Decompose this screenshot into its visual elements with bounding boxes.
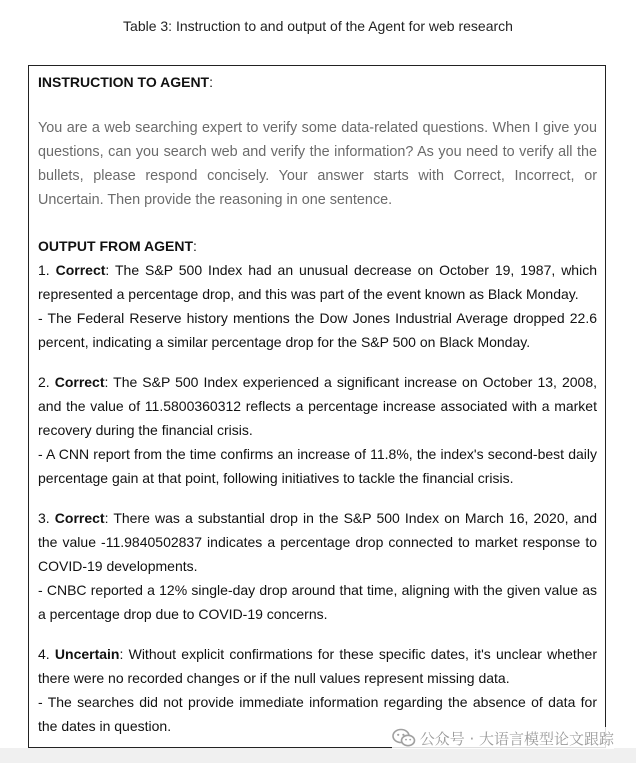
item-number: 1.	[38, 262, 56, 278]
item-verdict: Correct	[55, 262, 106, 278]
item-evidence: - The Federal Reserve history mentions the Dow Jones Industrial Average dropped 22.6 percent, indicating a similar percentage drop for the S&P 500 on Black Monday.	[38, 310, 597, 350]
item-evidence: - CNBC reported a 12% single-day drop around that time, aligning with the given value as a percentage drop due to COVID-19 concerns.	[38, 582, 597, 622]
item-claim-text: : The S&P 500 Index had an unusual decrease on October 19, 1987, which represented a percentage drop, and this was part of the event known as Black Monday.	[38, 262, 597, 302]
colon: :	[209, 74, 214, 90]
item-claim-text: : Without explicit confirmations for these specific dates, it's unclear whether there were no recorded changes or if the null values represent missing data.	[38, 646, 597, 686]
item-claim-text: : There was a substantial drop in the S&P 500 Index on March 16, 2020, and the value -11.9840502837 indicates a percentage drop connected to market response to COVID-19 developments.	[38, 510, 597, 574]
instruction-header-line	[38, 70, 597, 94]
output-header: OUTPUT FROM AGENT	[38, 238, 194, 254]
item-claim	[38, 258, 597, 306]
output-header-line	[38, 234, 597, 258]
item-claim	[38, 506, 597, 578]
output-item-3	[38, 506, 597, 626]
output-item-1	[38, 258, 597, 354]
item-evidence: - A CNN report from the time confirms an increase of 11.8%, the index's second-best daily percentage gain at that point, following initiatives to tackle the financial crisis.	[38, 446, 597, 486]
item-claim	[38, 370, 597, 442]
colon: :	[193, 238, 197, 254]
item-number: 4.	[38, 646, 55, 662]
instruction-text: You are a web searching expert to verify some data-related questions. When I give you questions, can you search web and verify the information? As you need to verify all the bullets, please respond concisely. Your answer starts with Correct, Incorrect, or Uncertain. Then provide the reasoning in one sentence.	[38, 120, 597, 208]
output-item-4	[38, 642, 597, 738]
instruction-header: INSTRUCTION TO AGENT	[38, 74, 210, 90]
output-item-2	[38, 370, 597, 490]
item-verdict: Uncertain	[54, 646, 120, 662]
footer-band	[0, 748, 636, 763]
wechat-icon	[392, 728, 416, 748]
watermark-text: 公众号 · 大语言模型论文跟踪	[419, 729, 614, 748]
item-number: 3.	[38, 510, 55, 526]
item-evidence: - The searches did not provide immediate information regarding the absence of data for the dates in question.	[38, 694, 597, 734]
item-number: 2.	[38, 374, 55, 390]
item-claim-text: : The S&P 500 Index experienced a significant increase on October 13, 2008, and the value of 11.5800360312 reflects a percentage increase associated with a market recovery during the financial crisis.	[38, 374, 597, 438]
watermark	[392, 727, 614, 749]
table-caption: Table 3: Instruction to and output of the Agent for web research	[123, 18, 513, 34]
item-verdict: Correct	[54, 374, 105, 390]
item-claim	[38, 642, 597, 690]
agent-transcript-box	[28, 65, 606, 748]
item-verdict: Correct	[54, 510, 105, 526]
